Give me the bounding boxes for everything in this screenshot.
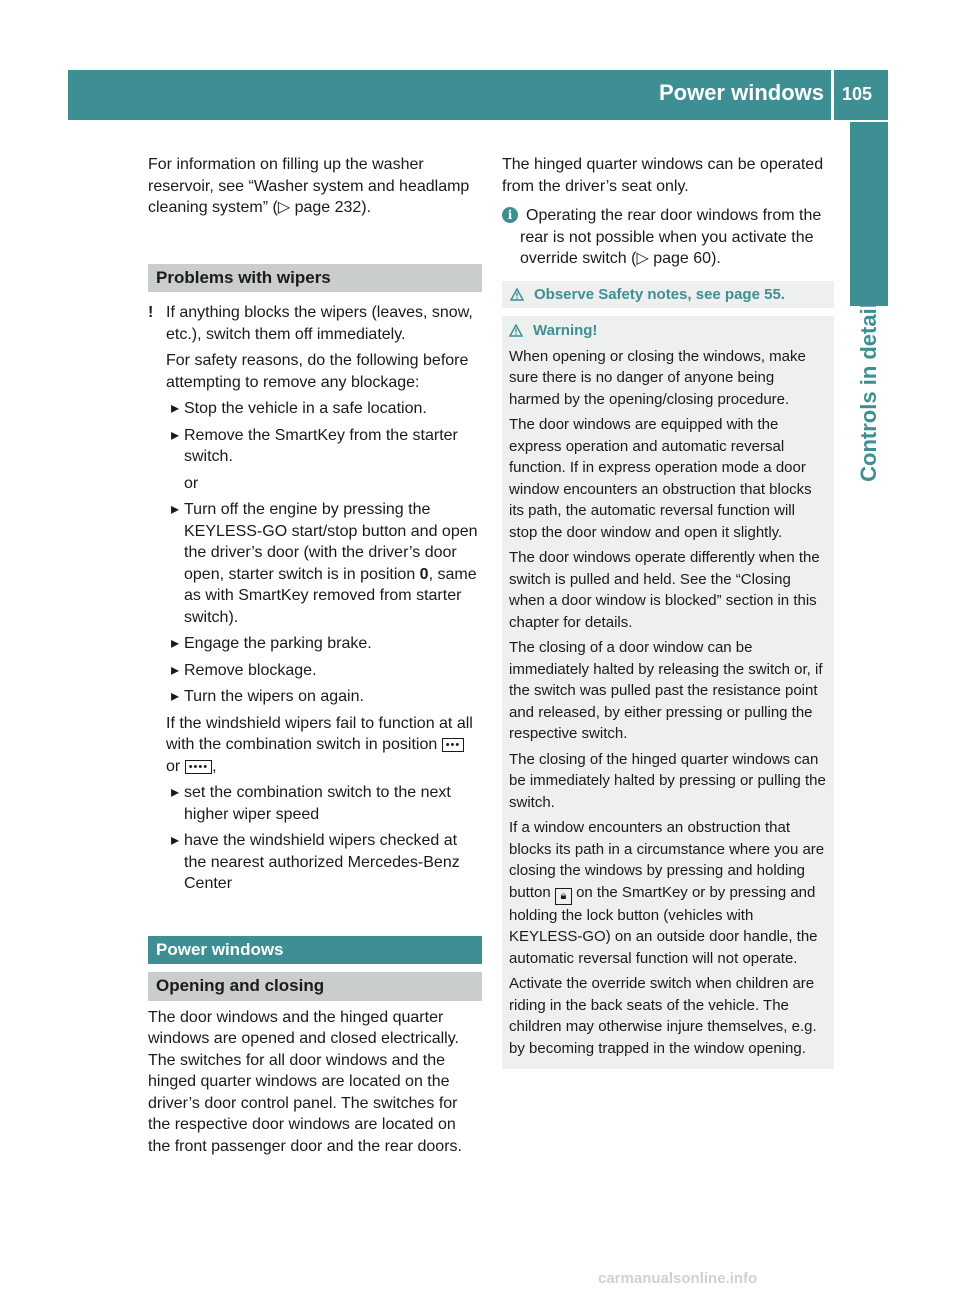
lock-icon: 🔒︎ xyxy=(555,888,572,905)
warning-paragraph: The door windows operate differently when the switch is pulled and held. See the “Closing when a door window is blocked” section in this chapter for details. xyxy=(509,549,820,631)
warning-paragraph: If a window encounters an obstruction that blocks its path in a circumstance where you are closing the windows by pressing and holding button 🔒︎ on the SmartKey or by pressing and holding the lock button (vehicles with KEYLESS-GO) on an outside door handle, the automatic reversal function will not operate. xyxy=(509,819,825,967)
notice-icon: ! xyxy=(148,304,154,321)
warning-paragraph: The door windows are equipped with the express operation and automatic reversal function. If in express operation mode a door window encounters an obstruction that blocks its path, the automatic reversal function will stop the door window and open it slightly. xyxy=(509,416,812,541)
info-icon: i xyxy=(502,207,518,223)
bullet-item: ▸ Stop the vehicle in a safe location. xyxy=(148,398,482,420)
page-title: Power windows xyxy=(658,80,824,105)
section-heading-wipers: Problems with wipers xyxy=(148,264,482,293)
bullet-item: ▸ Remove blockage. xyxy=(148,660,482,682)
bullet-item: ▸ Turn the wipers on again. xyxy=(148,686,482,708)
bullet-icon: ▸ xyxy=(171,426,180,444)
side-tab-marker xyxy=(850,122,888,306)
bullet-icon: ▸ xyxy=(171,832,180,849)
warning-paragraph: The closing of the hinged quarter windows can be immediately halted by pressing or pulling the switch. xyxy=(509,750,826,811)
header-divider xyxy=(831,70,834,120)
section-heading-power-windows: Power windows xyxy=(148,936,482,965)
warning-triangle-icon xyxy=(510,288,524,301)
hinged-paragraph: The hinged quarter windows can be operated from the driver’s seat only. xyxy=(502,156,824,195)
bullet-item: ▸ set the combination switch to the next higher wiper speed xyxy=(171,784,451,823)
wipers-fail-text: If the windshield wipers fail to function at all with the combination switch in position ••• or •••• , xyxy=(166,714,473,775)
warning-box xyxy=(502,316,834,1069)
watermark: carmanualsonline.info xyxy=(598,1270,758,1287)
bullet-icon: ▸ xyxy=(171,784,180,801)
bullet-icon: ▸ xyxy=(171,688,180,705)
page-number: 105 xyxy=(842,84,873,104)
warning-triangle-icon xyxy=(509,324,523,337)
intro-paragraph: For information on filling up the washer reservoir, see “Washer system and headlamp cleaning system” (▷ page 232). xyxy=(148,156,470,216)
or-text: or xyxy=(184,474,199,492)
warning-paragraph: When opening or closing the windows, make sure there is no danger of anyone being harmed by the opening/closing procedure. xyxy=(509,347,806,408)
bullet-icon: ▸ xyxy=(171,400,180,417)
warning-paragraph: The closing of a door window can be immediately halted by releasing the switch or, if the switch was pulled past the resistance point and released, by either pressing or pulling the respective switch. xyxy=(509,639,823,742)
bullet-item: ▸ Turn off the engine by pressing the KEYLESS-GO start/stop button and open the driver’s door (with the driver’s door open, starter switch is in position 0, same as with SmartKey removed from starter switch). xyxy=(171,501,478,626)
bullet-icon: ▸ xyxy=(171,501,180,518)
wiper-position-4-icon: •••• xyxy=(185,760,212,774)
safety-reasons-text: For safety reasons, do the following before attempting to remove any blockage: xyxy=(166,352,469,391)
bullet-item: ▸ Engage the parking brake. xyxy=(148,633,482,655)
side-tab-label xyxy=(850,302,888,482)
info-note: i Operating the rear door windows from the rear is not possible when you activate the override switch (▷ page 60). xyxy=(502,205,834,270)
opening-paragraph: The door windows and the hinged quarter windows are opened and closed electrically. The switches for all door windows and the hinged quarter windows are located on the driver’s door control panel. The switches for the respective door windows are located on the front passenger door and the rear doors. xyxy=(148,1008,462,1155)
right-column xyxy=(502,154,834,1069)
wiper-position-3-icon: ••• xyxy=(442,738,465,752)
warning-paragraph: Activate the override switch when children are riding in the back seats of the vehicle. The children may otherwise injure themselves, e.g. by becoming trapped in the window opening. xyxy=(509,975,817,1057)
left-column xyxy=(148,154,482,1162)
bullet-icon: ▸ xyxy=(171,635,180,652)
side-tab-text: Controls in detail xyxy=(856,302,881,482)
subsection-heading-opening: Opening and closing xyxy=(148,972,482,1001)
position-value: 0 xyxy=(419,565,429,583)
bullet-item: ▸ have the windshield wipers checked at the nearest authorized Mercedes-Benz Center xyxy=(171,832,460,892)
safety-notes-line: Observe Safety notes, see page 55. xyxy=(502,281,834,309)
bullet-icon: ▸ xyxy=(171,661,180,679)
warning-title: Warning! xyxy=(509,320,827,342)
bullet-item: ▸ Remove the SmartKey from the starter switch. xyxy=(171,426,458,465)
notice-paragraph: ! If anything blocks the wipers (leaves, snow, etc.), switch them off immediately. xyxy=(148,304,473,343)
